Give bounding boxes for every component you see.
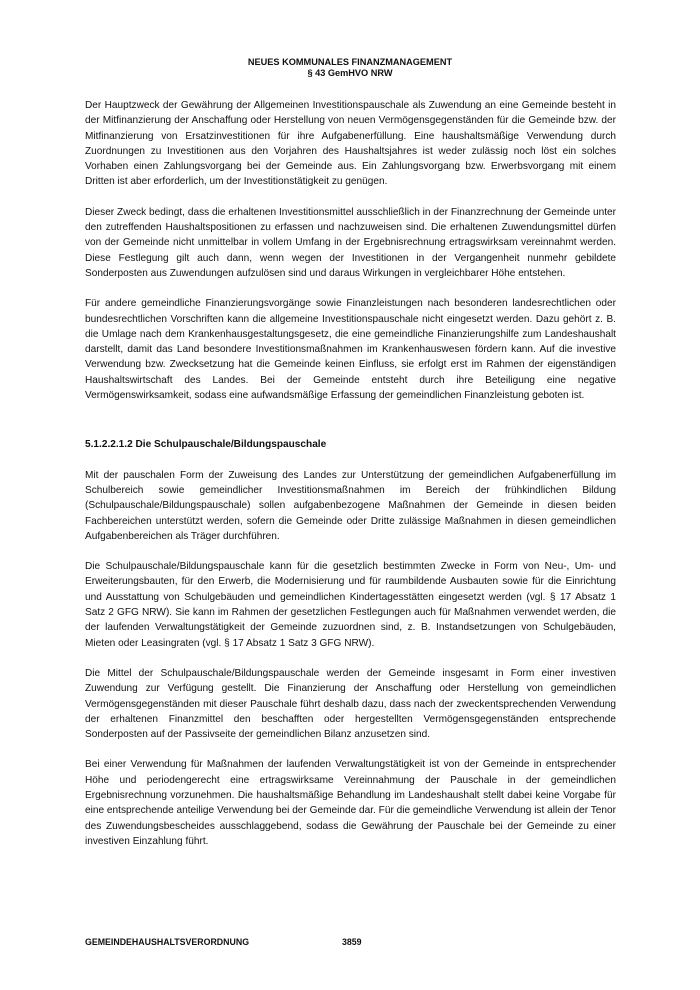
paragraph: Die Mittel der Schulpauschale/Bildungspauschale werden der Gemeinde insgesamt in Form einer investiven Zuwendung zur Verfügung gestellt. Die Finanzierung der Anschaffung oder Herstellung von gemeindlichen Vermögensgegenständen mit dieser Pauschale führt deshalb dazu, dass nach der zweckentsprechenden Verwendung der erhaltenen Finanzmittel den beschafften oder hergestellten Vermögensgegenständen entsprechende Sonderposten auf der Passivseite der gemeindlichen Bilanz anzusetzen sind. xyxy=(85,667,616,741)
document-body xyxy=(85,98,616,849)
paragraph: Bei einer Verwendung für Maßnahmen der laufenden Verwaltungstätigkeit ist von der Gemeinde in entsprechender Höhe und periodengerecht eine ertragswirksame Vereinnahmung der Pauschale in der gemeindlichen Ergebnisrechnung vorzunehmen. Die haushaltsmäßige Behandlung im Landeshaushalt stellt dabei keine Vorgabe für eine entsprechende anteilige Verwendung bei der Gemeinde dar. Für die gemeindliche Verwendung ist allein der Tenor des Zuwendungsbescheides ausschlaggebend, sodass die Gewährung der Pauschale bei der Gemeinde zu einer investiven Einzahlung führt. xyxy=(85,759,616,847)
footer-title: GEMEINDEHAUSHALTSVERORDNUNG xyxy=(85,937,250,947)
paragraph: Dieser Zweck bedingt, dass die erhaltenen Investitionsmittel ausschließlich in der Finanzrechnung der Gemeinde unter den zutreffenden Haushaltspositionen zu erfassen und nachzuweisen sind. Die erhaltenen Zuwendungsmittel dürfen von der Gemeinde nicht unmittelbar in vollem Umfang in der Ergebnisrechnung ertragswirksam vereinnahmt werden. Diese Festlegung gilt auch dann, wenn wegen der Investitionen in der Vergangenheit nunmehr gebildete Sonderposten aus Zuwendungen aufzulösen sind und daraus Wirkungen in vergleichbarer Höhe entstehen. xyxy=(85,206,616,279)
paragraph: Für andere gemeindliche Finanzierungsvorgänge sowie Finanzleistungen nach besonderen landesrechtlichen oder bundesrechtlichen Vorschriften kann die allgemeine Investitionspauschale nicht eingesetzt werden. Dazu gehört z. B. die Umlage nach dem Krankenhausgestaltungsgesetz, die eine gemeindliche Finanzierungshilfe zum Landeshaushalt darstellt, damit das Land besondere Investitionsmaßnahmen im Krankenhauswesen fördern kann. Auf die investive Verwendung bzw. Zwecksetzung hat die Gemeinde keinen Einfluss, sie erfolgt erst im Rahmen der eigenständigen Haushaltswirtschaft des Landes. Bei der Gemeinde entsteht durch ihre Beteiligung eine negative Vermögenswirksamkeit, sodass eine aufwandsmäßige Erfassung der gemeindlichen Finanzleistung geboten ist. xyxy=(85,298,616,402)
section-heading: 5.1.2.2.1.2 Die Schulpauschale/Bildungspauschale xyxy=(85,439,327,451)
paragraph: Mit der pauschalen Form der Zuweisung des Landes zur Unterstützung der gemeindlichen Aufgabenerfüllung im Schulbereich sowie gemeindlicher Investitionsmaßnahmen im Bereich der frühkindlichen Bildung (Schulpauschale/Bildungspauschale) sollen aufgabenbezogene Maßnahmen der Gemeinde in diesen beiden Fachbereichen unterstützt werden, sofern die Gemeinde oder Dritte zulässige Maßnahmen in diesen gemeindlichen Aufgabenbereichen als Träger durchführen. xyxy=(85,469,616,542)
header-subtitle: § 43 GemHVO NRW xyxy=(307,68,393,78)
page-number: 3859 xyxy=(342,937,362,947)
page-header xyxy=(0,57,700,79)
paragraph: Die Schulpauschale/Bildungspauschale kann für die gesetzlich bestimmten Zwecke in Form von Neu-, Um- und Erweiterungsbauten, für den Erwerb, die Modernisierung und für raumbildende Ausbauten sowie für die Einrichtung und Ausstattung von Schulgebäuden und gemeindlichen Kindertagesstätten eingesetzt werden (vgl. § 17 Absatz 1 Satz 2 GFG NRW). Sie kann im Rahmen der gesetzlichen Festlegungen auch für Maßnahmen verwendet werden, die der laufenden Verwaltungstätigkeit der Gemeinde zuzuordnen sind, z. B. Instandsetzungen von Schulgebäuden, Mieten oder Leasingraten (vgl. § 17 Absatz 1 Satz 3 GFG NRW). xyxy=(85,561,616,649)
page-footer xyxy=(85,937,362,947)
header-title: NEUES KOMMUNALES FINANZMANAGEMENT xyxy=(247,57,453,67)
paragraph: Der Hauptzweck der Gewährung der Allgemeinen Investitionspauschale als Zuwendung an eine Gemeinde besteht in der Mitfinanzierung der Anschaffung oder Herstellung von neuen Vermögensgegenständen für die Gemeinde bzw. der Mitfinanzierung von Ersatzinvestitionen für ihre Aufgabenerfüllung. Eine haushaltsmäßige Verwendung durch Zuordnungen zu Investitionen aus den Vorjahren des Haushaltsjahres ist weder zulässig noch löst ein solches Vorhaben einen Zahlungsvorgang bei der Gemeinde aus. Ein Zahlungsvorgang bzw. Erwerbsvorgang mit einem Dritten ist aber erforderlich, um der Investitionstätigkeit zu genügen. xyxy=(85,100,616,188)
